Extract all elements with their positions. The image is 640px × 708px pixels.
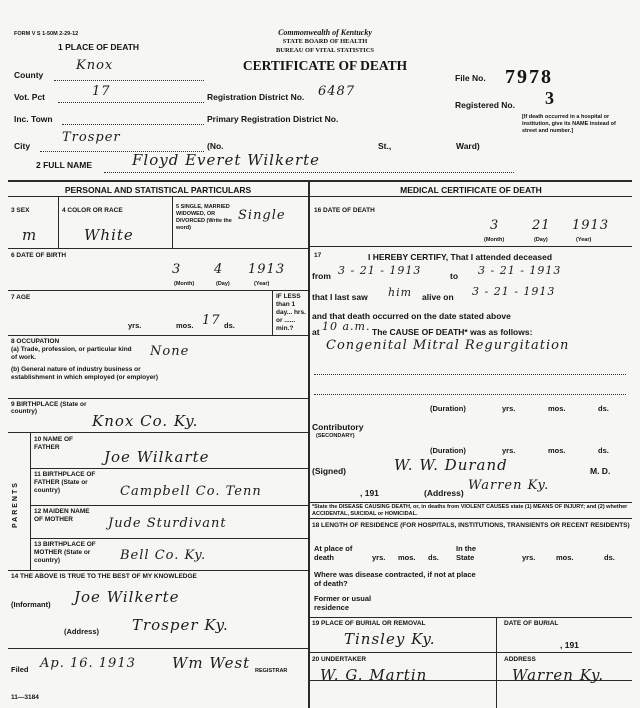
parents-label: PARENTS	[12, 481, 19, 528]
death-year-label: (Year)	[576, 237, 592, 243]
dob-year-label: (Year)	[254, 281, 270, 287]
registrar-value: Wm West	[172, 654, 251, 672]
registered-no-label: Registered No.	[455, 100, 515, 110]
bureau-heading: BUREAU OF VITAL STATISTICS	[275, 47, 375, 54]
duration-2-label: (Duration)	[430, 446, 466, 455]
st-label: St.,	[378, 141, 392, 151]
inc-town-label: Inc. Town	[14, 114, 53, 124]
father-name-value: Joe Wilkarte	[104, 448, 210, 466]
commonwealth-heading: Commonwealth of Kentucky	[278, 28, 372, 37]
dob-month: 3	[172, 262, 182, 277]
date-of-death-label: 16 DATE OF DEATH	[314, 207, 375, 214]
him-value: him	[388, 286, 413, 299]
dob-year: 1913	[248, 262, 286, 277]
death-day: 21	[532, 218, 551, 233]
death-occurred-text: and that death occurred on the date stated above	[312, 311, 511, 321]
from-date: 3 - 21 - 1913	[338, 264, 422, 277]
physician-address-value: Warren Ky.	[468, 478, 550, 493]
from-label: from	[312, 271, 331, 281]
state-mos-label: mos.	[556, 553, 574, 562]
burial-date-191: , 191	[560, 640, 579, 650]
duration-label: (Duration)	[430, 404, 466, 413]
certificate-title: CERTIFICATE OF DEATH	[242, 58, 408, 73]
sex-value: m	[22, 226, 38, 244]
state-yrs-label: yrs.	[522, 553, 536, 562]
reg-district-label: Registration District No.	[207, 92, 305, 102]
primary-reg-label: Primary Registration District No.	[207, 114, 339, 124]
marital-value: Single	[238, 208, 286, 223]
father-birthplace-value: Campbell Co. Tenn	[120, 484, 262, 499]
dob-day: 4	[214, 262, 224, 277]
age-mos-label: mos.	[176, 321, 194, 330]
filed-value: Ap. 16. 1913	[40, 656, 136, 671]
undertaker-address-label: ADDRESS	[504, 656, 536, 663]
occupation-a-label: (a) Trade, profession, or particular kind of work.	[11, 346, 132, 361]
mother-name-value: Jude Sturdivant	[108, 516, 227, 531]
undertaker-value: W. G. Martin	[320, 666, 428, 684]
death-month: 3	[490, 218, 500, 233]
dob-month-label: (Month)	[174, 281, 195, 287]
death-month-label: (Month)	[484, 237, 505, 243]
death-day-label: (Day)	[534, 237, 548, 243]
informant-heading: 14 THE ABOVE IS TRUE TO THE BEST OF MY KNOWLEDGE	[11, 573, 197, 580]
signed-label: (Signed)	[312, 466, 346, 476]
no-label: (No.	[207, 141, 224, 151]
duration-yrs-label: yrs.	[502, 404, 516, 413]
contracted-label: Where was disease contracted, if not at place of death?	[314, 570, 476, 588]
registered-no-value: 3	[545, 88, 556, 108]
state-ds-label: ds.	[604, 553, 615, 562]
former-residence-label: Former or usual residence	[314, 594, 372, 612]
father-birthplace-label: 11 BIRTHPLACE OF FATHER (State or country)	[34, 471, 96, 494]
informant-address-label: (Address)	[64, 627, 100, 636]
less-than-label: IF LESS than 1 day... hrs. or ...... min.?	[276, 293, 306, 332]
at-label: at	[312, 327, 320, 337]
age-mos-value: 17	[202, 313, 221, 328]
cause-label: The CAUSE OF DEATH* was as follows:	[372, 327, 533, 337]
md-label: M. D.	[590, 466, 611, 476]
county-value: Knox	[76, 58, 114, 73]
contributory-label: Contributory	[312, 422, 364, 432]
undertaker-address-value: Warren Ky.	[512, 666, 605, 684]
alive-on-date: 3 - 21 - 1913	[472, 285, 556, 298]
mother-birthplace-label: 13 BIRTHPLACE OF MOTHER (State or country)	[34, 541, 96, 564]
time-value: 10 a.m.	[322, 320, 371, 333]
violent-causes-note: *State the DISEASE CAUSING DEATH, or, in deaths from VIOLENT CAUSES state (1) MEANS OF INJURY; and (2) whether ACCIDENTAL, SUICIDAL or HOMICIDAL.	[312, 504, 628, 517]
file-no-value: 7978	[505, 66, 553, 88]
county-label: County	[14, 70, 44, 80]
father-name-label: 10 NAME OF FATHER	[34, 436, 74, 451]
birthplace-label: 9 BIRTHPLACE (State or country)	[11, 401, 87, 415]
in-state-label: In the State	[456, 544, 476, 562]
city-value: Trosper	[62, 130, 121, 145]
duration-2-ds-label: ds.	[598, 446, 609, 455]
ward-label: Ward)	[456, 141, 480, 151]
certify-text: I HEREBY CERTIFY, That I attended deceased	[368, 252, 553, 262]
reg-district-value: 6487	[318, 84, 356, 99]
occupation-value: None	[150, 344, 190, 359]
vot-pct-label: Vot. Pct	[14, 92, 46, 102]
full-name-label: 2 FULL NAME	[36, 160, 93, 170]
alive-on-label: alive on	[422, 292, 454, 302]
item-17: 17	[314, 252, 322, 259]
physician-address-label: (Address)	[424, 488, 464, 498]
color-value: White	[84, 226, 134, 244]
medical-heading: MEDICAL CERTIFICATE OF DEATH	[400, 185, 542, 195]
residence-ds-label: ds.	[428, 553, 439, 562]
registrar-label: REGISTRAR	[255, 668, 288, 674]
vot-pct-value: 17	[92, 84, 111, 99]
last-saw-label: that I last saw	[312, 292, 368, 302]
board-heading: STATE BOARD OF HEALTH	[282, 38, 368, 45]
burial-place-label: 19 PLACE OF BURIAL OR REMOVAL	[312, 620, 426, 627]
mother-name-label: 12 MAIDEN NAME OF MOTHER	[34, 508, 90, 523]
dob-day-label: (Day)	[216, 281, 230, 287]
file-no-label: File No.	[455, 73, 486, 83]
secondary-label: (SECONDARY)	[316, 433, 355, 439]
hospital-note: [If death occurred in a hospital or institution, give its NAME instead of street and number.]	[522, 114, 616, 134]
residence-label: 18 LENGTH OF RESIDENCE (FOR HOSPITALS, INSTITUTIONS, TRANSIENTS OR RECENT RESIDENTS)	[312, 522, 630, 529]
duration-2-mos-label: mos.	[548, 446, 566, 455]
physician-signature: W. W. Durand	[394, 456, 508, 474]
filed-label: Filed	[11, 665, 29, 674]
residence-yrs-label: yrs.	[372, 553, 386, 562]
to-label: to	[450, 271, 459, 281]
burial-date-label: DATE OF BURIAL	[504, 620, 559, 627]
form-code: FORM V S 1-50M 2-29-12	[14, 31, 79, 37]
death-year: 1913	[572, 218, 610, 233]
color-label: 4 COLOR OR RACE	[62, 207, 123, 214]
dob-label: 6 DATE OF BIRTH	[11, 252, 67, 259]
age-yrs-label: yrs.	[128, 321, 142, 330]
duration-2-yrs-label: yrs.	[502, 446, 516, 455]
marital-label: 5 SINGLE, MARRIED WIDOWED, OR DIVORCED (Write the word)	[176, 204, 232, 231]
residence-mos-label: mos.	[398, 553, 416, 562]
duration-ds-label: ds.	[598, 404, 609, 413]
burial-place-value: Tinsley Ky.	[344, 630, 436, 648]
cert-date-label: , 191	[360, 488, 379, 498]
occupation-label: 8 OCCUPATION	[11, 338, 60, 345]
duration-mos-label: mos.	[548, 404, 566, 413]
full-name-value: Floyd Everet Wilkerte	[132, 151, 321, 169]
age-label: 7 AGE	[11, 294, 31, 301]
cause-value: Congenital Mitral Regurgitation	[326, 338, 570, 353]
undertaker-label: 20 UNDERTAKER	[312, 656, 367, 663]
mother-birthplace-value: Bell Co. Ky.	[120, 548, 207, 563]
informant-address-value: Trosper Ky.	[132, 616, 229, 634]
place-of-death-heading: 1 PLACE OF DEATH	[58, 42, 140, 52]
age-ds-label: ds.	[224, 321, 235, 330]
at-place-label: At place of death	[314, 544, 353, 562]
form-number: 11—3184	[11, 694, 39, 701]
personal-heading: PERSONAL AND STATISTICAL PARTICULARS	[64, 185, 252, 195]
informant-value: Joe Wilkerte	[74, 588, 180, 606]
informant-label: (Informant)	[11, 600, 51, 609]
birthplace-value: Knox Co. Ky.	[92, 412, 199, 430]
to-date: 3 - 21 - 1913	[478, 264, 562, 277]
city-label: City	[14, 141, 31, 151]
occupation-b-label: (b) General nature of industry business or establishment in which employed (or employer)	[11, 366, 159, 381]
sex-label: 3 SEX	[11, 207, 30, 214]
